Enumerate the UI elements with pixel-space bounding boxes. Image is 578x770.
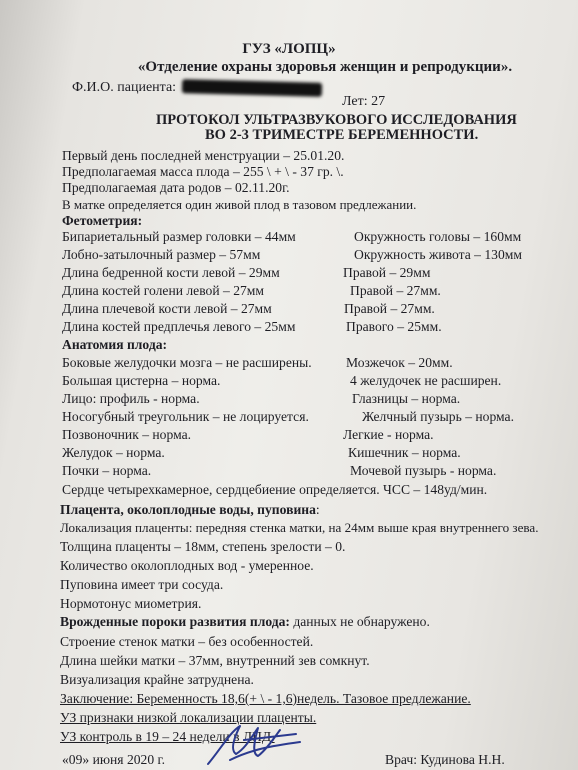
visualization-line: Визуализация крайне затруднена. <box>60 672 254 687</box>
redacted-patient-name <box>182 79 322 97</box>
anatomy-right-row: Глазницы – норма. <box>352 391 461 406</box>
fetometry-right-row: Правой – 29мм <box>343 265 431 280</box>
malformations-line <box>60 614 430 629</box>
amniotic-fluid-line: Количество околоплодных вод - умеренное. <box>60 558 314 573</box>
fetometry-right-row: Окружность головы – 160мм <box>354 229 522 244</box>
report-date: «09» июня 2020 г. <box>62 752 165 767</box>
due-date-line: Предполагаемая дата родов – 02.11.20г. <box>62 180 290 195</box>
fetus-position-line: В матке определяется один живой плод в тазовом предлежании. <box>62 197 417 212</box>
fetometry-right-row: Правой – 27мм. <box>344 301 435 316</box>
doctor-name: Врач: Кудинова Н.Н. <box>385 752 505 767</box>
anatomy-heading: Анатомия плода: <box>62 337 168 352</box>
placenta-location-line: Локализация плаценты: передняя стенка матки, на 24мм выше края внутреннего зева. <box>60 520 539 535</box>
cervix-length-line: Длина шейки матки – 37мм, внутренний зев сомкнут. <box>60 653 370 668</box>
placenta-thickness-line: Толщина плаценты – 18мм, степень зрелости – 0. <box>60 539 346 554</box>
anatomy-left-row: Желудок – норма. <box>62 445 165 460</box>
fetometry-left-row: Длина костей голени левой – 27мм <box>62 283 264 298</box>
anatomy-left-row: Боковые желудочки мозга – не расширены. <box>62 355 312 370</box>
heart-line: Сердце четырехкамерное, сердцебиение определяется. ЧСС – 148уд/мин. <box>62 482 488 497</box>
conclusion-line-2: УЗ признаки низкой локализации плаценты. <box>60 710 317 725</box>
placenta-heading-colon: : <box>315 502 320 517</box>
malformations-heading: Врожденные пороки развития плода: <box>60 614 290 629</box>
anatomy-right-row: Мочевой пузырь - норма. <box>350 463 497 478</box>
last-period-line: Первый день последней менструации – 25.01.20. <box>62 148 345 163</box>
anatomy-left-row: Почки – норма. <box>62 463 152 478</box>
patient-label: Ф.И.О. пациента: <box>72 80 177 95</box>
fetometry-left-row: Лобно-затылочный размер – 57мм <box>62 247 261 262</box>
placenta-heading <box>60 502 320 517</box>
anatomy-right-row: Легкие - норма. <box>343 427 434 442</box>
anatomy-right-row: 4 желудочек не расширен. <box>350 373 502 388</box>
fetometry-left-row: Длина плечевой кости левой – 27мм <box>62 301 272 316</box>
title-line-1: ПРОТОКОЛ УЛЬТРАЗВУКОВОГО ИССЛЕДОВАНИЯ <box>156 112 517 128</box>
conclusion-line-3: УЗ контроль в 19 – 24 недели в ЛПД. <box>60 729 275 744</box>
doctor-signature <box>200 720 310 770</box>
fetometry-left-row: Бипариетальный размер головки – 44мм <box>62 229 296 244</box>
fetometry-right-row: Правой – 27мм. <box>350 283 441 298</box>
anatomy-left-row: Большая цистерна – норма. <box>62 373 221 388</box>
org-name: ГУЗ «ЛОПЦ» <box>242 41 336 57</box>
malformations-text: данных не обнаружено. <box>289 614 430 629</box>
anatomy-right-row: Мозжечок – 20мм. <box>346 355 453 370</box>
fetometry-left-row: Длина бедренной кости левой – 29мм <box>62 265 280 280</box>
myometrium-line: Нормотонус миометрия. <box>60 596 202 611</box>
fetometry-heading: Фетометрия: <box>62 213 143 228</box>
anatomy-left-row: Позвоночник – норма. <box>62 427 192 442</box>
anatomy-right-row: Желчный пузырь – норма. <box>362 409 514 424</box>
uterus-walls-line: Строение стенок матки – без особенностей. <box>60 634 314 649</box>
anatomy-left-row: Лицо: профиль - норма. <box>62 391 200 406</box>
fetal-weight-line: Предполагаемая масса плода – 255 \ + \ - 37 гр. \. <box>62 164 344 179</box>
anatomy-left-row: Носогубный треугольник – не лоцируется. <box>62 409 309 424</box>
anatomy-right-row: Кишечник – норма. <box>348 445 461 460</box>
department-name: «Отделение охраны здоровья женщин и репродукции». <box>137 59 513 75</box>
conclusion-line-1: Заключение: Беременность 18,6(+ \ - 1,6)недель. Тазовое предлежание. <box>60 691 471 706</box>
fetometry-left-row: Длина костей предплечья левого – 25мм <box>62 319 296 334</box>
fetometry-right-row: Правого – 25мм. <box>346 319 442 334</box>
umbilical-cord-line: Пуповина имеет три сосуда. <box>60 577 224 592</box>
fetometry-right-row: Окружность живота – 130мм <box>354 247 522 262</box>
placenta-heading-text: Плацента, околоплодные воды, пуповина <box>60 502 316 517</box>
title-line-2: ВО 2-3 ТРИМЕСТРЕ БЕРЕМЕННОСТИ. <box>205 127 479 143</box>
age-label: Лет: 27 <box>342 94 386 109</box>
